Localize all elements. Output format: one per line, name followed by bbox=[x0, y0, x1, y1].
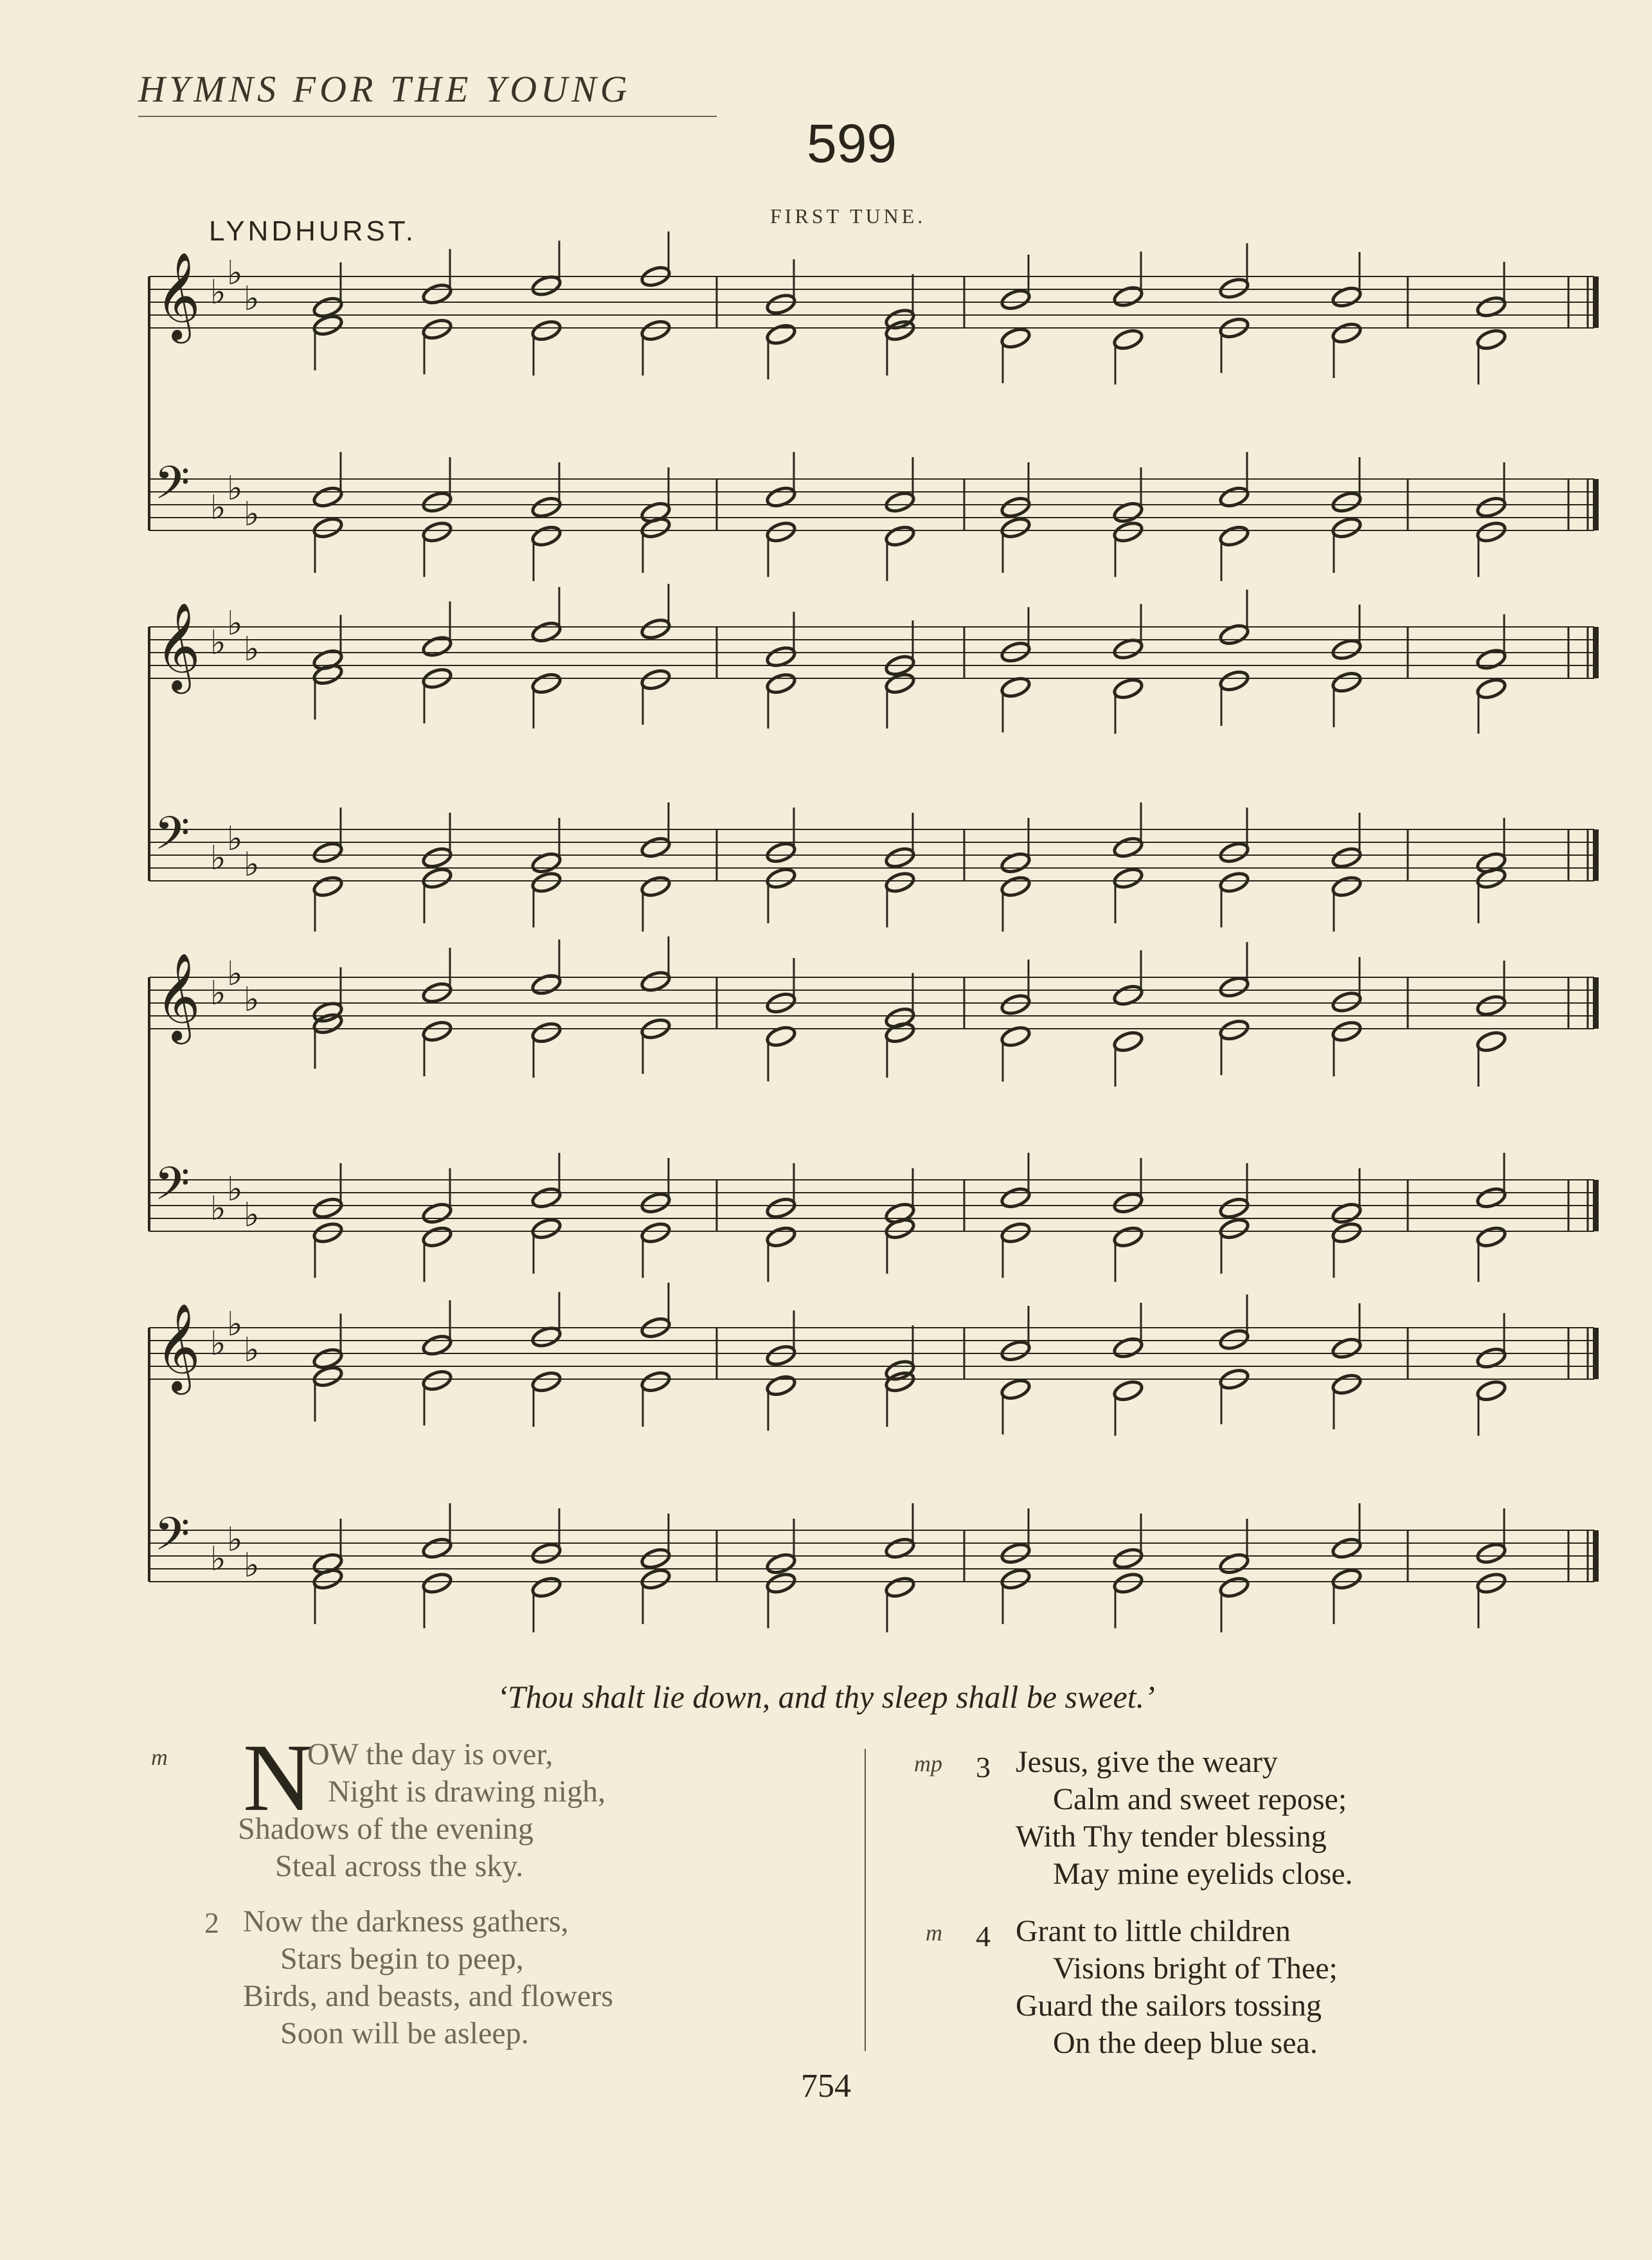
verse-line: Birds, and beasts, and flowers bbox=[243, 1979, 613, 2013]
half-note bbox=[1112, 1225, 1144, 1249]
verse-line: Night is drawing nigh, bbox=[328, 1775, 606, 1809]
half-note bbox=[421, 981, 453, 1005]
half-note bbox=[530, 851, 562, 875]
flat-icon: ♭ bbox=[227, 1170, 243, 1209]
half-note bbox=[530, 274, 562, 298]
half-note bbox=[765, 1225, 797, 1249]
half-note bbox=[1475, 993, 1507, 1018]
half-note bbox=[1331, 670, 1363, 694]
half-note bbox=[1218, 975, 1250, 999]
flat-icon: ♭ bbox=[210, 974, 226, 1013]
final-bar-thick bbox=[1593, 276, 1599, 328]
half-note bbox=[1331, 285, 1363, 309]
half-note bbox=[1000, 495, 1032, 520]
half-note bbox=[765, 1196, 797, 1220]
half-note bbox=[1475, 495, 1507, 520]
half-note bbox=[312, 840, 344, 865]
treble-clef-icon: 𝄞 bbox=[156, 952, 201, 1040]
final-bar-thick bbox=[1593, 829, 1599, 881]
verse-1 bbox=[307, 1736, 606, 1811]
half-note bbox=[1331, 516, 1363, 540]
half-note bbox=[421, 1368, 453, 1393]
half-note bbox=[1218, 871, 1250, 895]
half-note bbox=[312, 313, 344, 338]
half-note bbox=[421, 845, 453, 870]
half-note bbox=[1331, 1221, 1363, 1245]
half-note bbox=[1000, 1377, 1032, 1402]
hymn-number: 599 bbox=[807, 113, 897, 174]
dynamic-marking: m bbox=[926, 1920, 942, 1946]
half-note bbox=[1112, 983, 1144, 1008]
half-note bbox=[884, 490, 916, 514]
half-note bbox=[1218, 622, 1250, 647]
half-note bbox=[884, 845, 916, 870]
half-note bbox=[312, 516, 344, 540]
half-note bbox=[312, 1364, 344, 1389]
half-note bbox=[1000, 1186, 1032, 1210]
treble-clef-icon: 𝄞 bbox=[156, 1302, 201, 1391]
half-note bbox=[640, 874, 672, 899]
half-note bbox=[530, 1541, 562, 1566]
flat-icon: ♭ bbox=[210, 1189, 226, 1228]
half-note bbox=[530, 318, 562, 343]
half-note bbox=[1112, 1379, 1144, 1403]
half-note bbox=[1475, 647, 1507, 672]
half-note bbox=[1000, 874, 1032, 899]
dynamic-marking: m bbox=[151, 1744, 168, 1770]
flat-icon: ♭ bbox=[227, 469, 243, 508]
half-note bbox=[530, 1325, 562, 1350]
half-note bbox=[1331, 874, 1363, 899]
treble-clef-icon: 𝄞 bbox=[156, 251, 201, 339]
half-note bbox=[1331, 1567, 1363, 1591]
final-bar-thick bbox=[1593, 1530, 1599, 1582]
half-note bbox=[884, 1370, 916, 1394]
column-divider bbox=[865, 1749, 866, 2051]
half-note bbox=[530, 495, 562, 520]
verse-4 bbox=[1016, 1913, 1338, 2062]
half-note bbox=[1218, 524, 1250, 548]
half-note bbox=[1000, 287, 1032, 312]
half-note bbox=[1331, 321, 1363, 345]
half-note bbox=[530, 524, 562, 548]
half-note bbox=[1000, 326, 1032, 350]
half-note bbox=[765, 520, 797, 545]
flat-icon: ♭ bbox=[227, 1521, 243, 1559]
half-note bbox=[530, 972, 562, 997]
half-note bbox=[421, 1536, 453, 1560]
half-note bbox=[640, 835, 672, 860]
half-note bbox=[1112, 637, 1144, 662]
half-note bbox=[530, 1186, 562, 1210]
half-note bbox=[640, 1370, 672, 1394]
verse-1-continued bbox=[238, 1811, 534, 1885]
half-note bbox=[530, 671, 562, 696]
tune-name: LYNDHURST. bbox=[209, 215, 417, 247]
flat-icon: ♭ bbox=[244, 280, 260, 318]
half-note bbox=[312, 1011, 344, 1036]
flat-icon: ♭ bbox=[227, 955, 243, 993]
half-note bbox=[1000, 993, 1032, 1017]
verse-line: With Thy tender blessing bbox=[1016, 1820, 1327, 1854]
bass-clef-icon: 𝄢 bbox=[154, 807, 190, 871]
half-note bbox=[1112, 1571, 1144, 1596]
flat-icon: ♭ bbox=[227, 820, 243, 858]
half-note bbox=[1331, 490, 1363, 514]
final-bar-thick bbox=[1593, 479, 1599, 530]
half-note bbox=[1331, 637, 1363, 662]
flat-icon: ♭ bbox=[227, 1305, 243, 1344]
half-note bbox=[1475, 1225, 1507, 1249]
half-note bbox=[765, 485, 797, 509]
flat-icon: ♭ bbox=[227, 254, 243, 293]
half-note bbox=[1475, 1541, 1507, 1566]
final-bar-thick bbox=[1593, 1328, 1599, 1379]
half-note bbox=[1475, 327, 1507, 352]
flat-icon: ♭ bbox=[210, 624, 226, 662]
bass-clef-icon: 𝄢 bbox=[154, 1508, 190, 1572]
half-note bbox=[765, 1551, 797, 1576]
half-note bbox=[1331, 845, 1363, 870]
flat-icon: ♭ bbox=[210, 1540, 226, 1578]
half-note bbox=[421, 635, 453, 659]
half-note bbox=[421, 520, 453, 545]
half-note bbox=[1112, 520, 1144, 545]
half-note bbox=[1331, 1336, 1363, 1361]
half-note bbox=[1331, 990, 1363, 1015]
half-note bbox=[1218, 1575, 1250, 1600]
verse-line: Grant to little children bbox=[1016, 1914, 1291, 1948]
half-note bbox=[312, 874, 344, 899]
half-note bbox=[1112, 1191, 1144, 1215]
verse-line: Visions bright of Thee; bbox=[1053, 1951, 1338, 1985]
half-note bbox=[312, 485, 344, 509]
half-note bbox=[884, 1536, 916, 1560]
flat-icon: ♭ bbox=[210, 273, 226, 312]
half-note bbox=[1112, 1546, 1144, 1571]
half-note bbox=[1475, 1379, 1507, 1403]
flat-icon: ♭ bbox=[244, 1546, 260, 1585]
flat-icon: ♭ bbox=[244, 1331, 260, 1370]
half-note bbox=[1000, 851, 1032, 875]
half-note bbox=[1000, 516, 1032, 540]
half-note bbox=[530, 1020, 562, 1045]
half-note bbox=[1218, 1196, 1250, 1220]
half-note bbox=[765, 1373, 797, 1398]
half-note bbox=[312, 1196, 344, 1220]
half-note bbox=[530, 871, 562, 895]
half-note bbox=[421, 1019, 453, 1044]
running-header: HYMNS FOR THE YOUNG bbox=[138, 68, 631, 110]
verse-line: May mine eyelids close. bbox=[1053, 1857, 1353, 1891]
half-note bbox=[884, 1575, 916, 1600]
flat-icon: ♭ bbox=[210, 839, 226, 878]
half-note bbox=[884, 524, 916, 548]
half-note bbox=[765, 1024, 797, 1049]
half-note bbox=[1000, 1567, 1032, 1591]
drop-cap: N bbox=[243, 1724, 313, 1831]
half-note bbox=[1218, 485, 1250, 509]
half-note bbox=[884, 671, 916, 696]
half-note bbox=[1475, 1029, 1507, 1054]
half-note bbox=[884, 318, 916, 343]
verse-line: Now the darkness gathers, bbox=[243, 1904, 569, 1939]
final-bar-thick bbox=[1593, 977, 1599, 1029]
half-note bbox=[1112, 1029, 1144, 1054]
half-note bbox=[1112, 1335, 1144, 1360]
half-note bbox=[421, 317, 453, 341]
half-note bbox=[530, 1370, 562, 1394]
half-note bbox=[1218, 1018, 1250, 1042]
treble-clef-icon: 𝄞 bbox=[156, 601, 201, 690]
verse-line: OW the day is over, bbox=[307, 1737, 553, 1771]
half-note bbox=[1112, 835, 1144, 860]
half-note bbox=[1112, 866, 1144, 890]
half-note bbox=[1331, 1019, 1363, 1044]
flat-icon: ♭ bbox=[244, 630, 260, 669]
verse-line: Calm and sweet repose; bbox=[1053, 1782, 1347, 1816]
half-note bbox=[640, 1221, 672, 1245]
half-note bbox=[421, 1225, 453, 1249]
half-note bbox=[1112, 327, 1144, 352]
half-note bbox=[1218, 276, 1250, 301]
verse-number: 3 bbox=[976, 1751, 991, 1784]
half-note bbox=[421, 866, 453, 890]
flat-icon: ♭ bbox=[244, 845, 260, 884]
verse-line: Jesus, give the weary bbox=[1016, 1745, 1278, 1779]
half-note bbox=[1112, 676, 1144, 701]
half-note bbox=[1475, 676, 1507, 701]
half-note bbox=[765, 292, 797, 316]
page-number: 754 bbox=[801, 2068, 851, 2104]
half-note bbox=[421, 1571, 453, 1596]
half-note bbox=[640, 318, 672, 343]
verse-line: Guard the sailors tossing bbox=[1016, 1989, 1322, 2023]
half-note bbox=[1000, 1541, 1032, 1566]
verse-line: Steal across the sky. bbox=[275, 1849, 524, 1883]
half-note bbox=[765, 1571, 797, 1596]
half-note bbox=[1218, 669, 1250, 693]
half-note bbox=[765, 840, 797, 865]
half-note bbox=[1218, 1551, 1250, 1576]
half-note bbox=[1218, 1328, 1250, 1352]
final-bar-thick bbox=[1593, 1180, 1599, 1231]
half-note bbox=[530, 1575, 562, 1600]
half-note bbox=[1475, 1571, 1507, 1596]
half-note bbox=[1475, 1186, 1507, 1210]
flat-icon: ♭ bbox=[210, 1324, 226, 1363]
half-note bbox=[765, 322, 797, 347]
half-note bbox=[312, 1221, 344, 1245]
flat-icon: ♭ bbox=[244, 1196, 260, 1234]
half-note bbox=[530, 620, 562, 644]
half-note bbox=[765, 671, 797, 696]
flat-icon: ♭ bbox=[244, 981, 260, 1019]
half-note bbox=[1000, 1024, 1032, 1049]
verse-line: On the deep blue sea. bbox=[1053, 2026, 1318, 2060]
half-note bbox=[1000, 1339, 1032, 1363]
verse-3 bbox=[1016, 1744, 1353, 1893]
flat-icon: ♭ bbox=[227, 604, 243, 643]
tune-label: FIRST TUNE. bbox=[770, 204, 926, 228]
epigraph: ‘Thou shalt lie down, and thy sleep shall be sweet.’ bbox=[497, 1679, 1155, 1715]
half-note bbox=[1112, 500, 1144, 525]
half-note bbox=[421, 490, 453, 514]
verse-line: Shadows of the evening bbox=[238, 1812, 534, 1846]
final-bar-thick bbox=[1593, 627, 1599, 678]
flat-icon: ♭ bbox=[210, 489, 226, 527]
half-note bbox=[1331, 1372, 1363, 1397]
half-note bbox=[421, 1201, 453, 1225]
half-note bbox=[640, 1567, 672, 1591]
half-note bbox=[1000, 1221, 1032, 1245]
verse-2 bbox=[243, 1903, 613, 2052]
half-note bbox=[765, 866, 797, 890]
half-note bbox=[640, 1546, 672, 1571]
flat-icon: ♭ bbox=[244, 495, 260, 534]
half-note bbox=[884, 871, 916, 895]
half-note bbox=[765, 1343, 797, 1368]
verse-line: Soon will be asleep. bbox=[280, 2016, 529, 2050]
half-note bbox=[1218, 1216, 1250, 1241]
bass-clef-icon: 𝄢 bbox=[154, 1157, 190, 1222]
half-note bbox=[1475, 520, 1507, 545]
half-note bbox=[640, 1191, 672, 1215]
verse-number: 4 bbox=[976, 1920, 991, 1953]
half-note bbox=[530, 1216, 562, 1241]
half-note bbox=[1331, 1201, 1363, 1225]
verse-number: 2 bbox=[204, 1906, 219, 1939]
bass-clef-icon: 𝄢 bbox=[154, 457, 190, 521]
verse-line: Stars begin to peep, bbox=[280, 1942, 524, 1976]
half-note bbox=[1218, 840, 1250, 865]
half-note bbox=[1112, 284, 1144, 309]
half-note bbox=[640, 617, 672, 641]
half-note bbox=[640, 667, 672, 692]
dynamic-marking: mp bbox=[914, 1751, 942, 1776]
half-note bbox=[1331, 1536, 1363, 1560]
